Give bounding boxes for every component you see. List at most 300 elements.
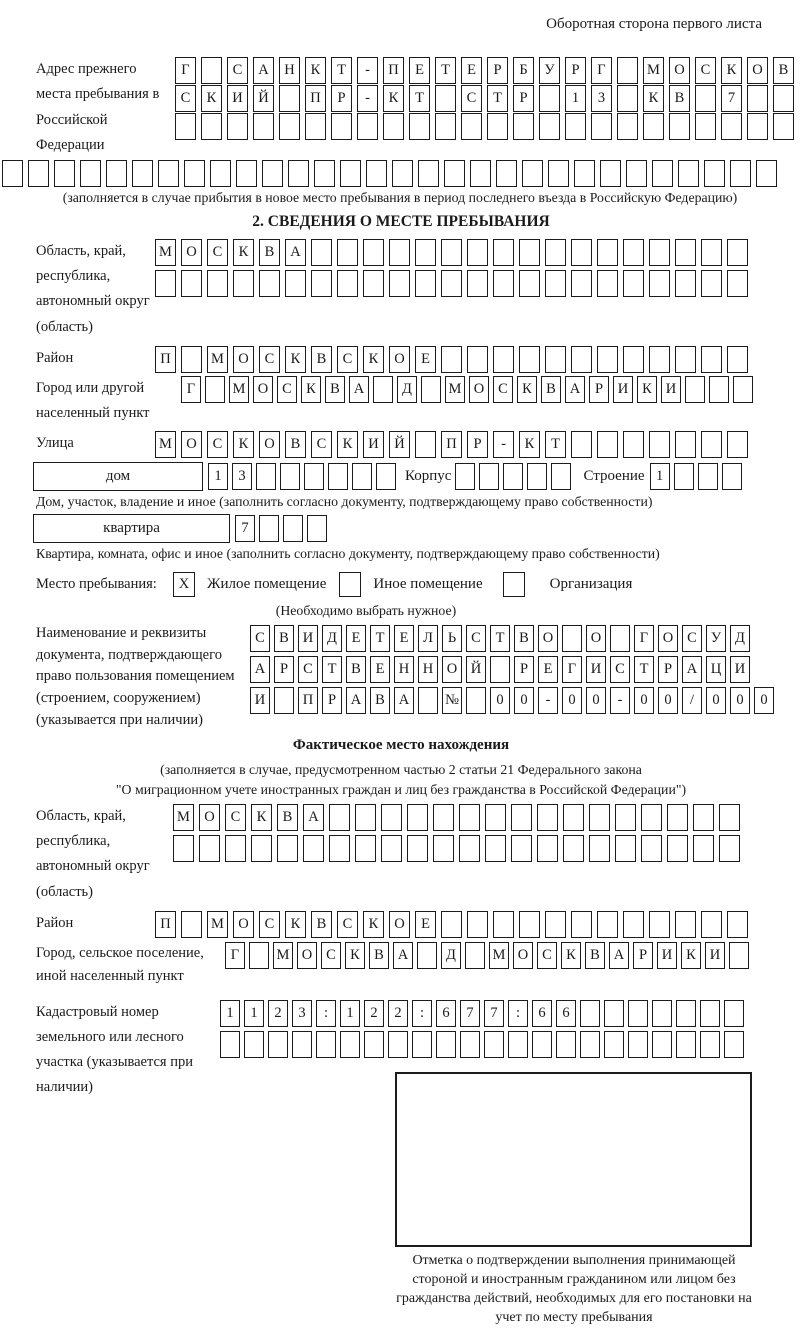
char-box[interactable]: Р	[513, 85, 534, 112]
char-box[interactable]: К	[561, 942, 581, 969]
char-box[interactable]	[201, 113, 222, 140]
char-box[interactable]	[470, 160, 491, 187]
char-box[interactable]	[441, 346, 462, 373]
char-box[interactable]: Д	[730, 625, 750, 652]
char-box[interactable]	[256, 463, 276, 490]
char-box[interactable]	[181, 346, 202, 373]
char-box[interactable]: К	[721, 57, 742, 84]
char-box[interactable]: А	[349, 376, 369, 403]
char-box[interactable]	[721, 113, 742, 140]
char-box[interactable]: Е	[394, 625, 414, 652]
char-box[interactable]: П	[383, 57, 404, 84]
char-box[interactable]	[503, 572, 525, 597]
char-box[interactable]: 0	[634, 687, 654, 714]
char-box[interactable]	[355, 804, 376, 831]
char-box[interactable]: А	[609, 942, 629, 969]
char-box[interactable]: П	[155, 346, 176, 373]
char-box[interactable]	[274, 687, 294, 714]
char-box[interactable]	[719, 804, 740, 831]
char-box[interactable]: И	[661, 376, 681, 403]
char-box[interactable]: 0	[586, 687, 606, 714]
char-box[interactable]: М	[489, 942, 509, 969]
char-box[interactable]: М	[173, 804, 194, 831]
char-box[interactable]	[407, 804, 428, 831]
char-box[interactable]	[701, 911, 722, 938]
char-box[interactable]: 6	[532, 1000, 552, 1027]
char-box[interactable]	[597, 239, 618, 266]
char-box[interactable]: 3	[292, 1000, 312, 1027]
char-box[interactable]: Ь	[442, 625, 462, 652]
char-box[interactable]: С	[461, 85, 482, 112]
char-box[interactable]	[610, 625, 630, 652]
char-box[interactable]: С	[225, 804, 246, 831]
char-box[interactable]	[615, 804, 636, 831]
char-box[interactable]	[597, 431, 618, 458]
char-box[interactable]: №	[442, 687, 462, 714]
char-box[interactable]	[337, 239, 358, 266]
char-box[interactable]: Т	[545, 431, 566, 458]
char-box[interactable]	[280, 463, 300, 490]
char-box[interactable]	[617, 57, 638, 84]
char-box[interactable]	[307, 515, 327, 542]
char-box[interactable]: С	[537, 942, 557, 969]
char-box[interactable]	[417, 942, 437, 969]
char-box[interactable]: 7	[235, 515, 255, 542]
char-box[interactable]	[329, 835, 350, 862]
char-box[interactable]	[693, 804, 714, 831]
char-box[interactable]: С	[466, 625, 486, 652]
char-box[interactable]	[701, 431, 722, 458]
char-box[interactable]	[262, 160, 283, 187]
char-box[interactable]	[747, 113, 768, 140]
char-box[interactable]: 0	[754, 687, 774, 714]
char-box[interactable]: 2	[364, 1000, 384, 1027]
char-box[interactable]: К	[305, 57, 326, 84]
char-box[interactable]: Г	[181, 376, 201, 403]
char-box[interactable]	[2, 160, 23, 187]
char-box[interactable]	[571, 346, 592, 373]
char-box[interactable]: С	[337, 346, 358, 373]
char-box[interactable]: Р	[514, 656, 534, 683]
char-box[interactable]: 7	[460, 1000, 480, 1027]
char-box[interactable]: К	[345, 942, 365, 969]
char-box[interactable]	[493, 911, 514, 938]
char-box[interactable]: К	[285, 346, 306, 373]
char-box[interactable]	[701, 346, 722, 373]
char-box[interactable]: И	[613, 376, 633, 403]
char-box[interactable]	[490, 656, 510, 683]
char-box[interactable]: В	[311, 911, 332, 938]
char-box[interactable]: В	[259, 239, 280, 266]
char-box[interactable]	[233, 270, 254, 297]
char-box[interactable]: Т	[322, 656, 342, 683]
char-box[interactable]	[496, 160, 517, 187]
char-box[interactable]: О	[181, 431, 202, 458]
char-box[interactable]	[511, 835, 532, 862]
char-box[interactable]	[571, 431, 592, 458]
char-box[interactable]	[675, 270, 696, 297]
char-box[interactable]: К	[233, 431, 254, 458]
char-box[interactable]	[563, 835, 584, 862]
char-box[interactable]: И	[730, 656, 750, 683]
char-box[interactable]: -	[610, 687, 630, 714]
char-box[interactable]: Р	[331, 85, 352, 112]
char-box[interactable]: Г	[562, 656, 582, 683]
char-box[interactable]	[311, 239, 332, 266]
char-box[interactable]: 7	[721, 85, 742, 112]
char-box[interactable]	[415, 431, 436, 458]
char-box[interactable]: Р	[658, 656, 678, 683]
char-box[interactable]: -	[493, 431, 514, 458]
char-box[interactable]: Р	[467, 431, 488, 458]
char-box[interactable]	[519, 239, 540, 266]
char-box[interactable]	[493, 346, 514, 373]
char-box[interactable]: Е	[370, 656, 390, 683]
char-box[interactable]	[508, 1031, 528, 1058]
char-box[interactable]: М	[643, 57, 664, 84]
char-box[interactable]: А	[394, 687, 414, 714]
char-box[interactable]: И	[705, 942, 725, 969]
char-box[interactable]: А	[565, 376, 585, 403]
char-box[interactable]	[181, 270, 202, 297]
char-box[interactable]: П	[441, 431, 462, 458]
char-box[interactable]	[106, 160, 127, 187]
char-box[interactable]: В	[369, 942, 389, 969]
char-box[interactable]: Т	[331, 57, 352, 84]
char-box[interactable]	[331, 113, 352, 140]
char-box[interactable]: И	[227, 85, 248, 112]
char-box[interactable]	[352, 463, 372, 490]
char-box[interactable]: О	[233, 911, 254, 938]
char-box[interactable]: Т	[487, 85, 508, 112]
char-box[interactable]: П	[298, 687, 318, 714]
char-box[interactable]	[388, 1031, 408, 1058]
char-box[interactable]: О	[513, 942, 533, 969]
char-box[interactable]: М	[207, 911, 228, 938]
char-box[interactable]: В	[541, 376, 561, 403]
char-box[interactable]	[328, 463, 348, 490]
char-box[interactable]	[562, 625, 582, 652]
char-box[interactable]: Й	[466, 656, 486, 683]
char-box[interactable]	[316, 1031, 336, 1058]
char-box[interactable]	[355, 835, 376, 862]
char-box[interactable]	[485, 835, 506, 862]
char-box[interactable]	[652, 160, 673, 187]
char-box[interactable]: С	[321, 942, 341, 969]
char-box[interactable]	[724, 1000, 744, 1027]
char-box[interactable]	[623, 346, 644, 373]
char-box[interactable]: 1	[650, 463, 670, 490]
char-box[interactable]: Б	[513, 57, 534, 84]
char-box[interactable]: О	[658, 625, 678, 652]
char-box[interactable]: О	[199, 804, 220, 831]
char-box[interactable]: Р	[633, 942, 653, 969]
char-box[interactable]	[389, 239, 410, 266]
char-box[interactable]	[184, 160, 205, 187]
char-box[interactable]	[597, 346, 618, 373]
char-box[interactable]	[381, 804, 402, 831]
char-box[interactable]	[461, 113, 482, 140]
char-box[interactable]	[279, 85, 300, 112]
char-box[interactable]	[615, 835, 636, 862]
char-box[interactable]	[545, 346, 566, 373]
char-box[interactable]: М	[445, 376, 465, 403]
char-box[interactable]: /	[682, 687, 702, 714]
char-box[interactable]	[667, 804, 688, 831]
char-box[interactable]: 3	[591, 85, 612, 112]
char-box[interactable]: О	[181, 239, 202, 266]
char-box[interactable]: С	[175, 85, 196, 112]
char-box[interactable]	[340, 160, 361, 187]
char-box[interactable]	[649, 239, 670, 266]
char-box[interactable]	[435, 85, 456, 112]
char-box[interactable]: К	[383, 85, 404, 112]
char-box[interactable]: Р	[589, 376, 609, 403]
char-box[interactable]	[597, 270, 618, 297]
char-box[interactable]	[727, 239, 748, 266]
char-box[interactable]	[383, 113, 404, 140]
char-box[interactable]: 0	[514, 687, 534, 714]
char-box[interactable]	[409, 113, 430, 140]
char-box[interactable]	[722, 463, 742, 490]
char-box[interactable]: И	[586, 656, 606, 683]
char-box[interactable]	[674, 463, 694, 490]
char-box[interactable]: :	[316, 1000, 336, 1027]
char-box[interactable]	[513, 113, 534, 140]
char-box[interactable]: К	[233, 239, 254, 266]
char-box[interactable]: С	[298, 656, 318, 683]
char-box[interactable]	[292, 1031, 312, 1058]
char-box[interactable]	[466, 687, 486, 714]
char-box[interactable]	[580, 1000, 600, 1027]
char-box[interactable]	[675, 431, 696, 458]
char-box[interactable]	[467, 239, 488, 266]
char-box[interactable]: Н	[418, 656, 438, 683]
char-box[interactable]: К	[251, 804, 272, 831]
char-box[interactable]: К	[363, 346, 384, 373]
char-box[interactable]: К	[201, 85, 222, 112]
char-box[interactable]	[311, 270, 332, 297]
char-box[interactable]	[724, 1031, 744, 1058]
char-box[interactable]: 1	[244, 1000, 264, 1027]
char-box[interactable]	[54, 160, 75, 187]
char-box[interactable]	[701, 239, 722, 266]
char-box[interactable]: П	[155, 911, 176, 938]
char-box[interactable]	[340, 1031, 360, 1058]
char-box[interactable]: В	[370, 687, 390, 714]
char-box[interactable]	[467, 270, 488, 297]
char-box[interactable]	[709, 376, 729, 403]
char-box[interactable]	[617, 85, 638, 112]
char-box[interactable]	[412, 1031, 432, 1058]
char-box[interactable]: Г	[634, 625, 654, 652]
char-box[interactable]	[652, 1031, 672, 1058]
char-box[interactable]	[415, 270, 436, 297]
char-box[interactable]: 0	[706, 687, 726, 714]
char-box[interactable]: К	[517, 376, 537, 403]
char-box[interactable]	[519, 346, 540, 373]
char-box[interactable]	[441, 911, 462, 938]
char-box[interactable]	[201, 57, 222, 84]
char-box[interactable]: В	[277, 804, 298, 831]
char-box[interactable]: С	[207, 239, 228, 266]
char-box[interactable]: А	[250, 656, 270, 683]
char-box[interactable]: Р	[274, 656, 294, 683]
char-box[interactable]	[649, 346, 670, 373]
char-box[interactable]	[511, 804, 532, 831]
char-box[interactable]: :	[412, 1000, 432, 1027]
char-box[interactable]	[727, 911, 748, 938]
char-box[interactable]: О	[747, 57, 768, 84]
char-box[interactable]	[719, 835, 740, 862]
char-box[interactable]	[304, 463, 324, 490]
char-box[interactable]	[628, 1000, 648, 1027]
char-box[interactable]	[329, 804, 350, 831]
char-box[interactable]: 6	[436, 1000, 456, 1027]
char-box[interactable]	[455, 463, 475, 490]
char-box[interactable]	[80, 160, 101, 187]
char-box[interactable]: Е	[415, 346, 436, 373]
char-box[interactable]: С	[259, 911, 280, 938]
char-box[interactable]: О	[442, 656, 462, 683]
char-box[interactable]: О	[538, 625, 558, 652]
char-box[interactable]	[676, 1000, 696, 1027]
char-box[interactable]: С	[610, 656, 630, 683]
char-box[interactable]: М	[155, 431, 176, 458]
char-box[interactable]	[376, 463, 396, 490]
char-box[interactable]	[288, 160, 309, 187]
char-box[interactable]	[649, 270, 670, 297]
char-box[interactable]	[303, 835, 324, 862]
char-box[interactable]	[415, 239, 436, 266]
char-box[interactable]	[158, 160, 179, 187]
char-box[interactable]	[604, 1000, 624, 1027]
char-box[interactable]	[244, 1031, 264, 1058]
char-box[interactable]: Л	[418, 625, 438, 652]
char-box[interactable]: И	[363, 431, 384, 458]
char-box[interactable]: О	[586, 625, 606, 652]
char-box[interactable]	[675, 911, 696, 938]
char-box[interactable]	[503, 463, 523, 490]
char-box[interactable]	[623, 239, 644, 266]
char-box[interactable]: Е	[346, 625, 366, 652]
char-box[interactable]: Т	[490, 625, 510, 652]
char-box[interactable]: О	[469, 376, 489, 403]
char-box[interactable]	[441, 270, 462, 297]
char-box[interactable]: 2	[268, 1000, 288, 1027]
char-box[interactable]	[259, 270, 280, 297]
char-box[interactable]: С	[207, 431, 228, 458]
char-box[interactable]	[519, 911, 540, 938]
char-box[interactable]: 1	[208, 463, 228, 490]
char-box[interactable]	[729, 942, 749, 969]
char-box[interactable]: В	[285, 431, 306, 458]
char-box[interactable]	[479, 463, 499, 490]
char-box[interactable]	[695, 85, 716, 112]
char-box[interactable]: И	[298, 625, 318, 652]
char-box[interactable]	[251, 835, 272, 862]
char-box[interactable]	[563, 804, 584, 831]
char-box[interactable]	[617, 113, 638, 140]
char-box[interactable]	[527, 463, 547, 490]
char-box[interactable]	[571, 270, 592, 297]
char-box[interactable]	[727, 346, 748, 373]
char-box[interactable]	[551, 463, 571, 490]
char-box[interactable]	[571, 911, 592, 938]
char-box[interactable]: С	[277, 376, 297, 403]
char-box[interactable]	[493, 270, 514, 297]
char-box[interactable]: Р	[322, 687, 342, 714]
char-box[interactable]	[465, 942, 485, 969]
char-box[interactable]: С	[250, 625, 270, 652]
char-box[interactable]: Н	[394, 656, 414, 683]
char-box[interactable]	[249, 942, 269, 969]
char-box[interactable]: Г	[591, 57, 612, 84]
char-box[interactable]: С	[493, 376, 513, 403]
char-box[interactable]: А	[303, 804, 324, 831]
char-box[interactable]	[421, 376, 441, 403]
char-box[interactable]: К	[337, 431, 358, 458]
char-box[interactable]: Ц	[706, 656, 726, 683]
char-box[interactable]	[532, 1031, 552, 1058]
char-box[interactable]	[675, 346, 696, 373]
char-box[interactable]: Р	[487, 57, 508, 84]
char-box[interactable]	[539, 85, 560, 112]
char-box[interactable]: П	[305, 85, 326, 112]
char-box[interactable]	[467, 346, 488, 373]
char-box[interactable]	[173, 835, 194, 862]
char-box[interactable]	[591, 113, 612, 140]
char-box[interactable]	[685, 376, 705, 403]
char-box[interactable]	[418, 687, 438, 714]
char-box[interactable]	[199, 835, 220, 862]
char-box[interactable]	[433, 835, 454, 862]
char-box[interactable]	[357, 113, 378, 140]
char-box[interactable]: О	[233, 346, 254, 373]
char-box[interactable]: А	[285, 239, 306, 266]
char-box[interactable]	[565, 113, 586, 140]
char-box[interactable]	[700, 1000, 720, 1027]
char-box[interactable]: 1	[220, 1000, 240, 1027]
char-box[interactable]	[623, 270, 644, 297]
char-box[interactable]	[337, 270, 358, 297]
char-box[interactable]: Д	[322, 625, 342, 652]
char-box[interactable]	[580, 1031, 600, 1058]
char-box[interactable]: В	[585, 942, 605, 969]
char-box[interactable]: С	[259, 346, 280, 373]
char-box[interactable]	[548, 160, 569, 187]
char-box[interactable]: С	[337, 911, 358, 938]
char-box[interactable]	[649, 431, 670, 458]
char-box[interactable]	[626, 160, 647, 187]
char-box[interactable]	[28, 160, 49, 187]
char-box[interactable]: У	[539, 57, 560, 84]
char-box[interactable]	[597, 911, 618, 938]
char-box[interactable]: А	[346, 687, 366, 714]
char-box[interactable]	[283, 515, 303, 542]
char-box[interactable]: К	[637, 376, 657, 403]
char-box[interactable]: 0	[562, 687, 582, 714]
char-box[interactable]	[693, 835, 714, 862]
char-box[interactable]	[545, 911, 566, 938]
char-box[interactable]: М	[229, 376, 249, 403]
char-box[interactable]: Й	[389, 431, 410, 458]
char-box[interactable]	[604, 1031, 624, 1058]
char-box[interactable]: Т	[409, 85, 430, 112]
char-box[interactable]: С	[682, 625, 702, 652]
char-box[interactable]	[444, 160, 465, 187]
char-box[interactable]	[556, 1031, 576, 1058]
